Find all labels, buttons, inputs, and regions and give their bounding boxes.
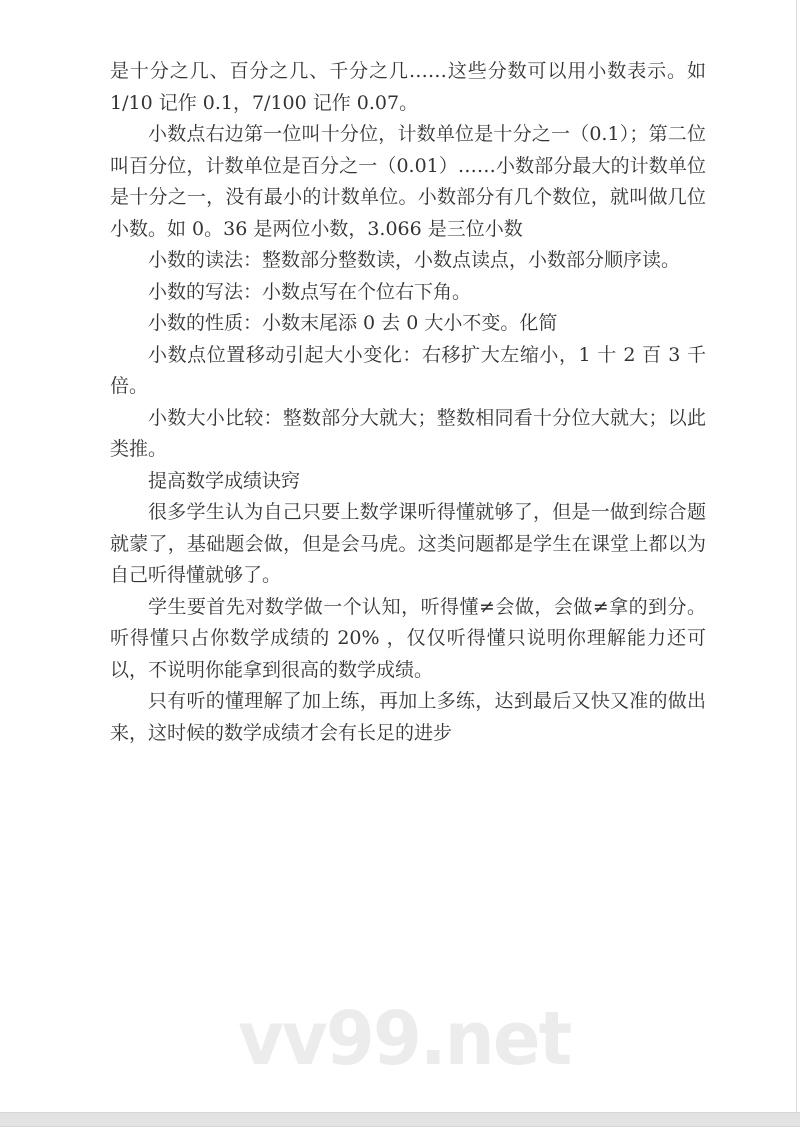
document-body (110, 56, 706, 749)
page-separator (0, 1112, 800, 1127)
paragraph-point-move: 小数点位置移动引起大小变化：右移扩大左缩小，1 十 2 百 3 千倍。 (110, 343, 706, 397)
section-heading: 提高数学成绩诀窍 (148, 469, 301, 492)
paragraph-practice: 只有听的懂理解了加上练，再加上多练，达到最后又快又准的做出来，这时候的数学成绩才会有长足的进步 (110, 690, 706, 744)
paragraph-reading: 小数的读法：整数部分整数读，小数点读点，小数部分顺序读。 (148, 249, 681, 271)
paragraph-decimal-places: 小数点右边第一位叫十分位，计数单位是十分之一（0.1）；第二位叫百分位，计数单位是百分之一（0.01）……小数部分最大的计数单位是十分之一，没有最小的计数单位。小数部分有几个数位，就叫做几位小数。如 0。36 是两位小数，3.066 是三位小数 (110, 123, 706, 240)
paragraph-comparison: 小数大小比较：整数部分大就大；整数相同看十分位大就大；以此类推。 (110, 406, 706, 460)
paragraph-cognition: 学生要首先对数学做一个认知，听得懂≠会做，会做≠拿的到分。听得懂只占你数学成绩的 20% ，仅仅听得懂只说明你理解能力还可以，不说明你能拿到很高的数学成绩。 (110, 595, 706, 681)
paragraph-writing: 小数的写法：小数点写在个位右下角。 (148, 280, 472, 303)
paragraph-students: 很多学生认为自己只要上数学课听得懂就够了，但是一做到综合题就蒙了，基础题会做，但是会马虎。这类问题都是学生在课堂上都以为自己听得懂就够了。 (110, 501, 706, 586)
watermark: vv99.net (238, 996, 571, 1082)
paragraph-property: 小数的性质：小数末尾添 0 去 0 大小不变。化简 (148, 312, 558, 334)
paragraph-decimal-intro: 是十分之几、百分之几、千分之几……这些分数可以用小数表示。如1/10 记作 0.1，7/100 记作 0.07。 (110, 60, 706, 114)
